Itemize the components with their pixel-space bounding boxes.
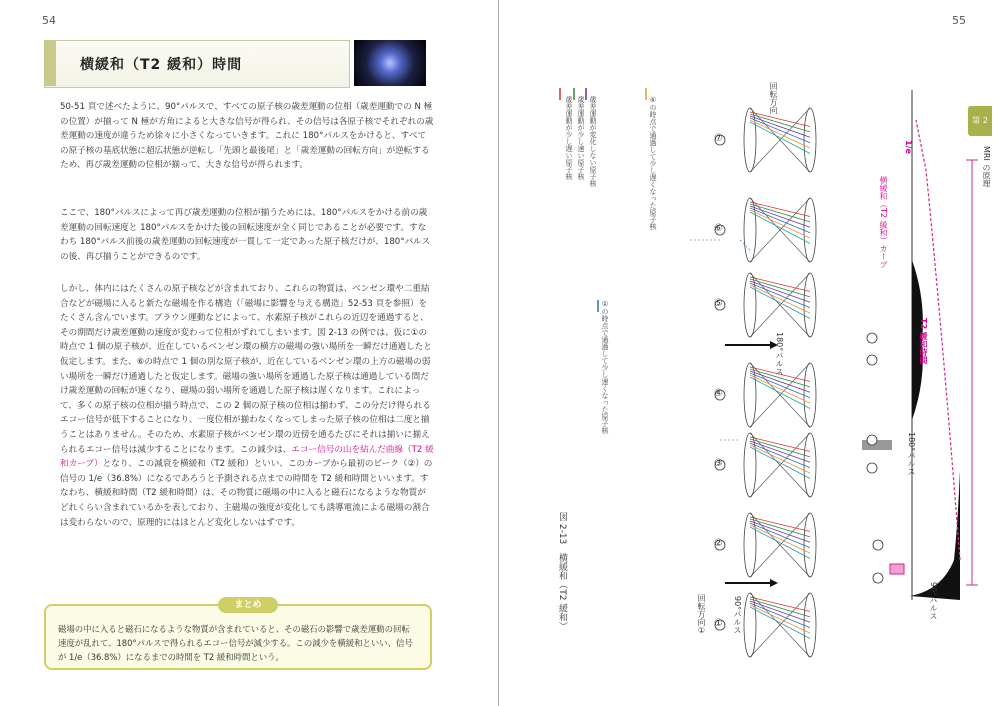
stage-number: ⑦ [714, 133, 723, 144]
page-number: 54 [42, 14, 56, 27]
stage-number: ② [714, 538, 723, 549]
spin-vector [750, 114, 810, 132]
spin-vector [750, 523, 810, 548]
chapter-title: MRI の原理 [982, 146, 991, 188]
cone-end [804, 108, 816, 172]
sample-label: 回転方向① [697, 594, 706, 635]
stage-number: ④ [714, 388, 723, 399]
spin-vector [750, 208, 810, 233]
spin-vector [750, 283, 810, 308]
stage-marker [873, 573, 883, 583]
left-page [0, 0, 499, 706]
spin-vector [750, 443, 810, 468]
stage-marker [873, 540, 883, 550]
spin-vector [750, 599, 810, 617]
pulse90-label-right: 90°パルス [929, 582, 938, 621]
chapter-tab: 第 2 章 [968, 106, 992, 136]
spin-vector [750, 439, 810, 457]
stage-number: ⑥ [714, 223, 723, 234]
highlight-text: エコー信号の山を結んだ曲線（T2 緩和カーブ） [60, 444, 434, 470]
cone-end [804, 593, 816, 657]
stage-marker [867, 435, 877, 445]
figure-caption: 図 2-13 横緩和（T2 緩和） [557, 512, 567, 631]
fid-signal [910, 470, 960, 600]
stage-marker [867, 355, 877, 365]
spin-vector [750, 279, 810, 297]
legend-item: 歳差運動が少し遅い原子核 [565, 96, 573, 180]
pink-marker [890, 564, 904, 574]
cone-end [804, 363, 816, 427]
cone-end [804, 198, 816, 262]
rotation-legend: 回転方向 [769, 82, 778, 114]
legend-item: ①の時点で通過して少し速くなった原子核 [601, 300, 609, 434]
page-title: 横緩和（T2 緩和）時間 [80, 57, 243, 73]
summary-text: 磁場の中に入ると磁石になるような物質が含まれていると、その磁石の影響で歳差運動の回転速度が乱れて、180°パルスで得られるエコー信号が減少する。この減少を横緩和といい、信号が 1/e（36.8%）になるまでの時間を T2 緩和時間という。 [58, 624, 413, 662]
spin-vector [750, 204, 810, 222]
paragraph-2: ここで、180°パルスによって再び歳差運動の位相が揃うためには、180°パルスをかける前の歳差運動の回転速度と 180°パルスをかけた後の回転速度が全く同じであることが必要です。すなわち 180°パルス前後の歳差運動の回転速度が一貫して一定であった原子核だけが、180°パルスの後、再び揃うことができるのです。 [60, 208, 431, 262]
summary-box [44, 600, 432, 670]
page-number: 55 [952, 14, 966, 27]
spin-vector [750, 118, 810, 143]
summary-label: まとめ [218, 597, 278, 613]
legend-item: 歳差運動が少し速い原子核 [577, 96, 585, 180]
stage-number: ③ [714, 458, 723, 469]
t2-time-label: T2 緩和時間 [919, 318, 928, 364]
stage-marker [867, 333, 877, 343]
cone-end [804, 273, 816, 337]
legend-item: 歳差運動が変化しない原子核 [589, 96, 597, 187]
title-accent-bar [44, 40, 56, 86]
t2-curve-label: 横緩和（T2 緩和）カーブ [879, 176, 888, 269]
stage-number: ⑤ [714, 298, 723, 309]
legend-item: ⑥の時点で通過して少し遅くなった原子核 [649, 96, 657, 230]
right-page [500, 0, 1000, 706]
galaxy-image [354, 40, 426, 86]
spin-vector [750, 373, 810, 398]
stage-marker [867, 463, 877, 473]
spin-vector [750, 519, 810, 537]
cone-end [804, 433, 816, 497]
stage-number: ① [714, 618, 723, 629]
paragraph-1: 50-51 頁で述べたように、90°パルスで、すべての原子核の歳差運動の位相（歳差運動での N 極の位置）が揃って N 極が方角によると大きな信号が得られ、その信号は各原子核でそれぞれの歳差運動の速度が違うため徐々に小さくなっていきます。これに 180°パルスをかけると、すべての原子核の基底状態に超広状態が逆転し「先頭と最後尾」と「歳差運動の回転方向」が逆転するため、再び歳差運動の位相が揃って、大きな信号が得られます。 [60, 102, 434, 171]
paragraph-3: しかし、体内にはたくさんの原子核などが含まれており、これらの物質は、ベンゼン環や二重結合などが磁場に入ると新たな磁場を作る構造（「磁場に影響を与える構造」52-53 頁を参照）をたくさん含んでいます。ブラウン運動などによって、水素原子核がこれらの近辺を通過すると、その期間だけ歳差運動の速度が変わって位相がずれてしまいます。図 2-13 の例では、仮に①の時点で 1 個の原子核が、近在しているベンゼン環の横方の磁場の強い場所を一瞬だけ通過したと仮定します。また、⑥の時点で 1 個の別な原子核が、近在しているベンゼン環の上方の磁場の弱い場所を一瞬だけ通過したと仮定します。磁場の強い場所を通過した原子核は通過している間だけ歳差運動の回転が速くなり、磁場の弱い場所を通過した原子核は遅くなります。これによって、多くの原子核の位相が揃う時点で、この 2 個の原子核の位相は揃わず、この分だけ得られるエコー信号が低下することになり、一度位相が揃わなくなってしまった原子核の位相は二度と揃うことはありません。そのため、水素原子核がベンゼン環の近傍を通るたびにそれは揃いに揃えられるエコー信号は減少することになります。この減少は、エコー信号の山を結んだ曲線（T2 緩和カーブ）となり、この減衰を横緩和（T2 緩和）といい、このカーブから最初のピーク（②）の信号の 1/e（36.8%）になるであろうと予測される点までの時間を T2 緩和時間といいます。すなわち、横緩和時間（T2 緩和時間）は、その物質に磁場の中に入ると磁石になるような物質がどれくらい含まれているかを表しており、主磁場の強度が変化しても誘導電流による磁場の割合は変わらないので、原理的にはほとんど変化しないはずです。 [60, 284, 434, 528]
pulse180-label-right: 180°パルス [907, 432, 916, 476]
one-over-e-label: 1/e [904, 140, 913, 154]
pulse-arrowhead [770, 579, 778, 587]
cone-end [804, 513, 816, 577]
spin-vector [750, 603, 810, 628]
pulse180-label: 180°パルス [775, 332, 784, 376]
pulse90-label: 90°パルス [733, 596, 742, 635]
